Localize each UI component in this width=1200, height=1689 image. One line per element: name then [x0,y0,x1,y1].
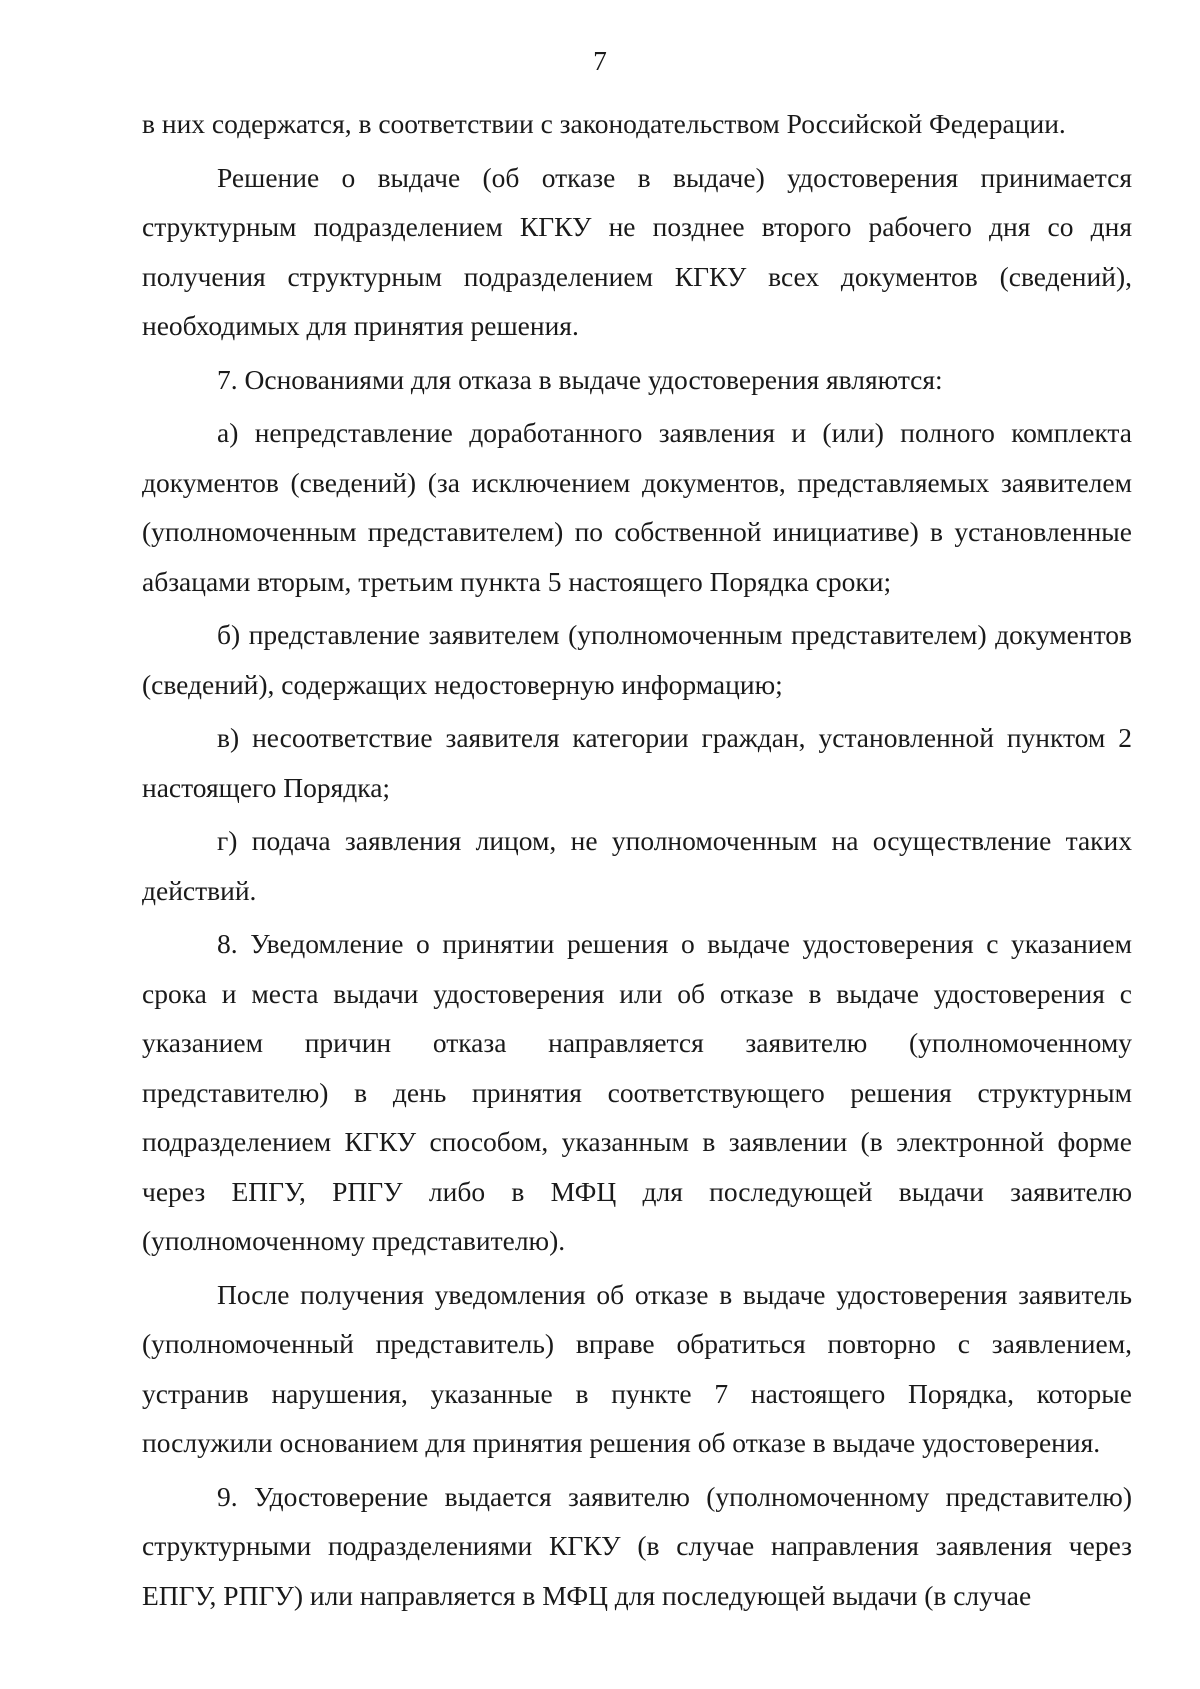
document-body [142,99,1132,1624]
paragraph-item-7v: в) несоответствие заявителя категории граждан, установленной пунктом 2 настоящего Порядка; [142,722,1132,803]
paragraph-item-8-repeat-application: После получения уведомления об отказе в выдаче удостоверения заявитель (уполномоченный представитель) вправе обратиться повторно с заявлением, устранив нарушения, указанные в пункте 7 настоящего Порядка, которые послужили основанием для принятия решения об отказе в выдаче удостоверения. [142,1278,1132,1458]
paragraph-item-7a: а) непредставление доработанного заявления и (или) полного комплекта документов (сведений) (за исключением документов, представляемых заявителем (уполномоченным представителем) по собственной инициативе) в установленные абзацами вторым, третьим пункта 5 настоящего Порядка сроки; [142,417,1132,597]
paragraph-item-9: 9. Удостоверение выдается заявителю (уполномоченному представителю) структурными подразделениями КГКУ (в случае направления заявления через ЕПГУ, РПГУ) или направляется в МФЦ для последующей выдачи (в случае [142,1480,1132,1611]
paragraph-item-7-heading: 7. Основаниями для отказа в выдаче удостоверения являются: [217,363,943,395]
paragraph-item-8: 8. Уведомление о принятии решения о выдаче удостоверения с указанием срока и места выдачи удостоверения или об отказе в выдаче удостоверения с указанием причин отказа направляется заявителю (уполномоченному представителю) в день принятия соответствующего решения структурным подразделением КГКУ способом, указанным в заявлении (в электронной форме через ЕПГУ, РПГУ либо в МФЦ для последующей выдачи заявителю (уполномоченному представителю). [142,928,1132,1256]
page-number: 7 [593,45,607,76]
paragraph-decision-terms: Решение о выдаче (об отказе в выдаче) удостоверения принимается структурным подразделением КГКУ не позднее второго рабочего дня со дня получения структурным подразделением КГКУ всех документов (сведений), необходимых для принятия решения. [142,161,1132,341]
paragraph-item-7g: г) подача заявления лицом, не уполномоченным на осуществление таких действий. [142,825,1132,906]
paragraph-item-7b: б) представление заявителем (уполномоченным представителем) документов (сведений), содержащих недостоверную информацию; [142,619,1132,700]
paragraph-continuation: в них содержатся, в соответствии с законодательством Российской Федерации. [142,108,1066,139]
